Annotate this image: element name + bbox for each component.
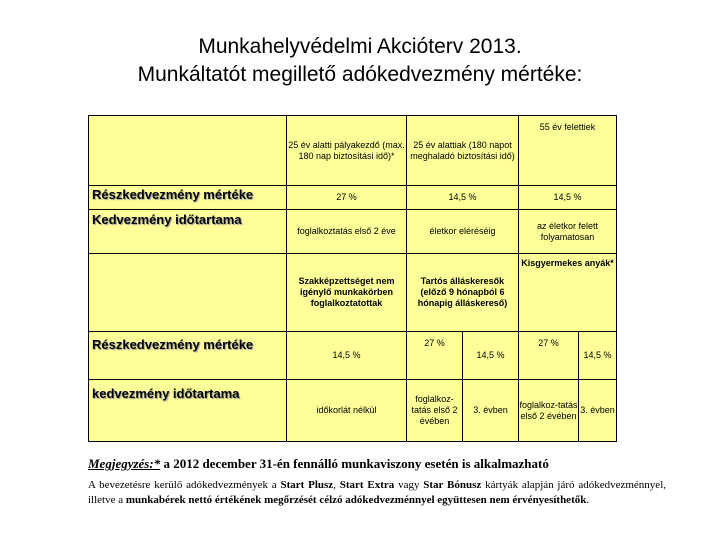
- footnote-p2-c: ,: [333, 479, 340, 491]
- header-under25: 25 év alattiak (180 napot meghaladó biztosítási idő): [407, 116, 519, 186]
- footnote-line1: [88, 456, 628, 472]
- footnote-paragraph: [88, 478, 666, 508]
- row-label-duration-1: Kedvezmény időtartama: [92, 212, 242, 227]
- rate-mothers-first: 27 %: [519, 332, 579, 380]
- header-under25-entrant: 25 év alatti pályakezdő (max. 180 nap biztosítási idő)*: [287, 116, 407, 186]
- footnote-p2-star-bonusz: Star Bónusz: [423, 479, 482, 491]
- rate-under25-entrant: 27 %: [287, 186, 407, 210]
- footnote-label: Megjegyzés:*: [88, 456, 161, 471]
- row-label-partial-rate-2: Részkedvezmény mértéke: [92, 337, 254, 352]
- group2-label-cell: [89, 254, 287, 332]
- duration-longterm-third: 3. évben: [463, 380, 519, 442]
- rate-longterm-first: 27 %: [407, 332, 463, 380]
- footnote-p2-a: A bevezetésre kerülő adókedvezmények a: [88, 479, 281, 491]
- rate-unskilled: 14,5 %: [287, 332, 407, 380]
- row-label-partial-rate-1: Részkedvezmény mértéke: [92, 187, 254, 202]
- duration-unskilled: időkorlát nélkül: [287, 380, 407, 442]
- footnote-p2-start-plusz: Start Plusz: [280, 479, 334, 491]
- footnote-p2-i: .: [586, 494, 590, 506]
- page-title-line1: Munkahelyvédelmi Akcióterv 2013.: [198, 35, 522, 58]
- footnote-p2-g: kártyák alapján járó adókedvezménnyel, illetve a: [88, 479, 666, 506]
- footnote-p2-e: vagy: [394, 479, 424, 491]
- rate-mothers-third: 14,5 %: [579, 332, 617, 380]
- duration-mothers-third: 3. évben: [579, 380, 617, 442]
- duration-mothers-first: foglalkoz-tatás első 2 évében: [519, 380, 579, 442]
- footnote-text: a 2012 december 31-én fennálló munkaviszony esetén is alkalmazható: [160, 456, 549, 471]
- header-mothers: Kisgyermekes anyák*: [519, 254, 617, 332]
- header-longterm-unemployed: Tartós álláskeresők (előző 9 hónapból 6 hónapig álláskereső): [407, 254, 519, 332]
- rate-longterm-third: 14,5 %: [463, 332, 519, 380]
- duration-longterm-first: foglalkoz-tatás első 2 évében: [407, 380, 463, 442]
- header-unskilled: Szakképzettséget nem igénylő munkakörben foglalkoztatottak: [287, 254, 407, 332]
- footnote-p2-h: munkabérek nettó értékének megőrzését célzó adókedvezménnyel együttesen nem érvényesíthetők: [125, 494, 587, 506]
- header-label-cell: [89, 116, 287, 186]
- header-over55: 55 év felettiek: [519, 116, 617, 186]
- footnote-p2-start-extra: Start Extra: [339, 479, 395, 491]
- page-title-line2: Munkáltatót megillető adókedvezmény mértéke:: [137, 63, 583, 86]
- duration-under25-entrant: foglalkoztatás első 2 éve: [287, 210, 407, 254]
- duration-under25: életkor eléréséig: [407, 210, 519, 254]
- rate-over55: 14,5 %: [519, 186, 617, 210]
- rate-under25: 14,5 %: [407, 186, 519, 210]
- row-label-duration-2: kedvezmény időtartama: [92, 386, 240, 401]
- duration-over55: az életkor felett folyamatosan: [519, 210, 617, 254]
